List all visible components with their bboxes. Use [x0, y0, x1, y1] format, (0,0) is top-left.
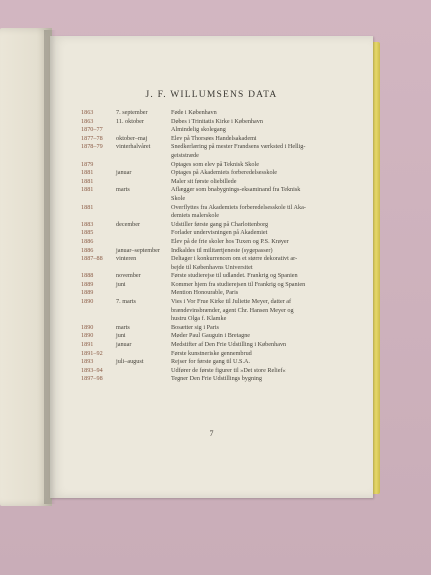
row-year: 1881	[81, 169, 94, 177]
chronology-row	[81, 358, 351, 367]
row-year: 1897–98	[81, 375, 103, 383]
row-event: Almindelig skolegang	[171, 126, 226, 134]
chronology-row	[81, 281, 351, 290]
chronology-row	[81, 143, 351, 160]
row-date	[116, 178, 171, 187]
row-year: 1877–78	[81, 134, 103, 142]
row-date: marts	[116, 186, 130, 194]
row-event: Udstiller første gang på Charlottenborg	[171, 220, 269, 228]
row-event: Overflyttes fra Akademiets forberedelsesskole til Aka- demiets malerskole	[171, 203, 306, 220]
chronology-row	[81, 178, 351, 187]
row-year: 1886	[81, 246, 94, 254]
row-event: Bosætter sig i Paris	[171, 323, 219, 331]
row-date: januar	[116, 169, 132, 177]
row-date	[116, 161, 171, 170]
yellow-cover-edge	[372, 42, 380, 494]
chronology-row	[81, 247, 351, 256]
row-event: Snedkerlæring på mester Frandsens værksted i Hellig- geiststræde	[171, 143, 306, 159]
row-event: Forlader undervisningen på Akademiet	[171, 229, 268, 237]
row-year: 1891	[81, 341, 94, 349]
chronology-row	[81, 126, 351, 135]
chronology-row	[81, 118, 351, 127]
row-event: Medstifter af Den Frie Udstilling i København	[171, 341, 287, 349]
book-page	[50, 36, 373, 498]
row-date: juni	[116, 332, 126, 340]
row-year: 1870–77	[81, 126, 103, 134]
row-date	[116, 204, 171, 221]
row-event: Optages på Akademiets forberedelsesskole	[171, 169, 278, 177]
chronology-row	[81, 332, 351, 341]
page-title: J. F. WILLUMSENS DATA	[145, 90, 278, 100]
row-date	[116, 126, 171, 135]
row-year: 1878–79	[81, 143, 103, 151]
row-year: 1890	[81, 298, 94, 306]
row-date	[116, 238, 171, 247]
row-year: 1888	[81, 272, 94, 280]
chronology-row	[81, 289, 351, 298]
chronology-row	[81, 109, 351, 118]
row-year: 1887–88	[81, 255, 103, 263]
row-date: december	[116, 220, 141, 228]
chronology-list	[81, 109, 351, 384]
chronology-row	[81, 169, 351, 178]
row-event: Tegner Den Frie Udstillings bygning	[171, 375, 262, 383]
row-date: november	[116, 272, 141, 280]
chronology-row	[81, 375, 351, 384]
row-event: Indkaldes til militærtjeneste (sygepasser)	[171, 246, 273, 254]
row-date	[116, 289, 171, 298]
chronology-row	[81, 135, 351, 144]
row-event: Møder Paul Gauguin i Bretagne	[171, 332, 251, 340]
chronology-row	[81, 238, 351, 247]
row-year: 1883	[81, 220, 94, 228]
row-event: Aflægger som bnabygnings-eksaminand fra Teknisk Skole	[171, 186, 301, 202]
row-date	[116, 350, 171, 359]
row-date: marts	[116, 323, 130, 331]
chronology-row	[81, 341, 351, 350]
row-date: oktober–maj	[116, 134, 148, 142]
row-date: juni	[116, 280, 126, 288]
chronology-row	[81, 324, 351, 333]
row-date: januar	[116, 341, 132, 349]
row-year: 1889	[81, 280, 94, 288]
row-date	[116, 375, 171, 384]
row-year: 1891–92	[81, 349, 103, 357]
row-event: Deltager i konkurrencen om et større dekorativt ar- bejde til Københavns Universitet	[171, 255, 298, 271]
chronology-row	[81, 221, 351, 230]
row-year: 1893	[81, 358, 94, 366]
row-event: Første kunstneriske gennembrud	[171, 349, 252, 357]
row-event: Elev på Thorsøes Handelsakademi	[171, 134, 257, 142]
row-date: 11. oktober	[116, 117, 144, 125]
row-year: 1890	[81, 323, 94, 331]
row-event: Første studierejse til udlandet. Frankrig og Spanien	[171, 272, 298, 280]
row-event: Rejser for første gang til U.S.A.	[171, 358, 251, 366]
row-date: 7. marts	[116, 298, 136, 306]
row-date: januar–september	[116, 246, 160, 254]
row-year: 1879	[81, 160, 94, 168]
row-year: 1889	[81, 289, 94, 297]
chronology-row	[81, 255, 351, 272]
chronology-row	[81, 367, 351, 376]
row-event: Vies i Vor Frue Kirke til Juliette Meyer, datter af brændevinsbrænder, agent Chr. Hansen Meyer og hustru Olga f. Klamke	[171, 298, 294, 323]
row-event: Kommer hjem fra studierejsen til Frankrig og Spanien	[171, 280, 306, 288]
row-date: vinterhalvåret	[116, 143, 151, 151]
chronology-row	[81, 298, 351, 324]
row-date: vinteren	[116, 255, 137, 263]
chronology-row	[81, 229, 351, 238]
chronology-row	[81, 161, 351, 170]
row-event: Optages som elev på Teknisk Skole	[171, 160, 259, 168]
row-date: juli–august	[116, 358, 144, 366]
chronology-row	[81, 186, 351, 203]
chronology-row	[81, 350, 351, 359]
row-year: 1881	[81, 203, 94, 211]
row-event: Døbes i Trinitatis Kirke i København	[171, 117, 263, 125]
row-date: 7. september	[116, 109, 148, 116]
row-year: 1893–94	[81, 366, 103, 374]
row-event: Elev på de frie skoler hos Tuxen og P.S. Krøyer	[171, 237, 289, 245]
row-event: Mention Honourable, Paris	[171, 289, 239, 297]
row-date	[116, 367, 171, 376]
row-year: 1881	[81, 186, 94, 194]
chronology-row	[81, 272, 351, 281]
row-year: 1881	[81, 177, 94, 185]
row-event: Føde i København	[171, 109, 217, 116]
row-year: 1885	[81, 229, 94, 237]
row-date	[116, 229, 171, 238]
row-event: Udfører de første figurer til »Det store Relief«	[171, 366, 286, 374]
row-year: 1863	[81, 117, 94, 125]
gutter-shadow	[44, 30, 56, 504]
page-number: 7	[209, 429, 214, 438]
row-year: 1890	[81, 332, 94, 340]
row-year: 1886	[81, 237, 94, 245]
row-year: 1863	[81, 109, 94, 116]
row-event: Maler sit første oliebillede	[171, 177, 237, 185]
chronology-row	[81, 204, 351, 221]
